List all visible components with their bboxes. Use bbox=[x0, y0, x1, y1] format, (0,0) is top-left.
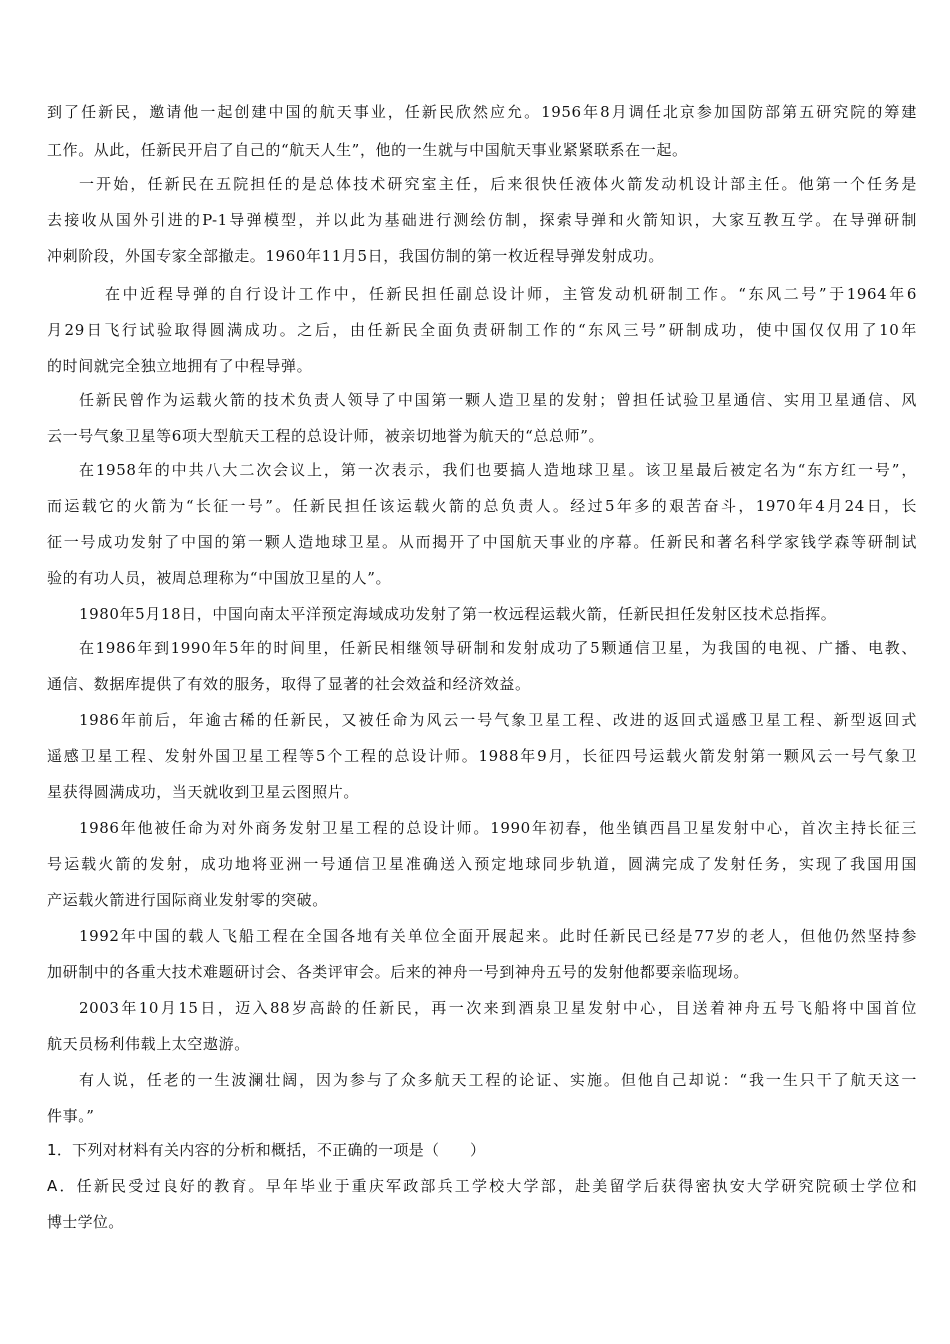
paragraph-line: 号运载火箭的发射，成功地将亚洲一号通信卫星准确送入预定地球同步轨道，圆满完成了发射任务，实现了我国用国 bbox=[47, 855, 917, 873]
paragraph-line: 而运载它的火箭为“长征一号”。任新民担任该运载火箭的总负责人。经过5年多的艰苦奋斗，1970年4月24日，长 bbox=[47, 497, 917, 515]
question-1-option-a-line-1: A．任新民受过良好的教育。早年毕业于重庆军政部兵工学校大学部，赴美留学后获得密执安大学研究院硕士学位和 bbox=[47, 1177, 917, 1195]
paragraph-line: 产运载火箭进行国际商业发射零的突破。 bbox=[47, 891, 328, 909]
question-1-stem: 1．下列对材料有关内容的分析和概括，不正确的一项是（ ） bbox=[47, 1141, 486, 1159]
paragraph-line: 去接收从国外引进的P-1导弹模型，并以此为基础进行测绘仿制，探索导弹和火箭知识，大家互教互学。在导弹研制 bbox=[47, 211, 917, 229]
paragraph-line: 验的有功人员，被周总理称为“中国放卫星的人”。 bbox=[47, 569, 392, 587]
paragraph-line: 1992年中国的载人飞船工程在全国各地有关单位全面开展起来。此时任新民已经是77岁的老人，但他仍然坚持参 bbox=[79, 927, 917, 945]
paragraph-line: 星获得圆满成功，当天就收到卫星云图照片。 bbox=[47, 783, 360, 801]
paragraph-line: 1986年他被任命为对外商务发射卫星工程的总设计师。1990年初春，他坐镇西昌卫星发射中心，首次主持长征三 bbox=[79, 819, 917, 837]
paragraph-line: 遥感卫星工程、发射外国卫星工程等5个工程的总设计师。1988年9月，长征四号运载火箭发射第一颗风云一号气象卫 bbox=[47, 747, 917, 765]
paragraph-line: 任新民曾作为运载火箭的技术负责人领导了中国第一颗人造卫星的发射；曾担任试验卫星通信、实用卫星通信、风 bbox=[79, 391, 917, 409]
paragraph-line: 工作。从此，任新民开启了自己的“航天人生”，他的一生就与中国航天事业紧紧联系在一起。 bbox=[47, 141, 688, 159]
paragraph-line: 航天员杨利伟载上太空遨游。 bbox=[47, 1035, 250, 1053]
paragraph-line: 月29日飞行试验取得圆满成功。之后，由任新民全面负责研制工作的“东风三号”研制成功，使中国仅仅用了10年 bbox=[47, 321, 917, 339]
paragraph-line: 征一号成功发射了中国的第一颗人造地球卫星。从而揭开了中国航天事业的序幕。任新民和著名科学家钱学森等研制试 bbox=[47, 533, 917, 551]
paragraph-line: 在1986年到1990年5年的时间里，任新民相继领导研制和发射成功了5颗通信卫星，为我国的电视、广播、电教、 bbox=[79, 639, 917, 657]
paragraph-line: 1980年5月18日，中国向南太平洋预定海域成功发射了第一枚远程运载火箭，任新民担任发射区技术总指挥。 bbox=[79, 605, 837, 623]
paragraph-line: 通信、数据库提供了有效的服务，取得了显著的社会效益和经济效益。 bbox=[47, 675, 531, 693]
paragraph-line: 2003年10月15日，迈入88岁高龄的任新民，再一次来到酒泉卫星发射中心，目送着神舟五号飞船将中国首位 bbox=[79, 999, 917, 1017]
paragraph-line: 云一号气象卫星等6项大型航天工程的总设计师，被亲切地誉为航天的“总总师”。 bbox=[47, 427, 605, 445]
question-1-option-a-line-2: 博士学位。 bbox=[47, 1213, 124, 1231]
paragraph-line: 一开始，任新民在五院担任的是总体技术研究室主任，后来很快任液体火箭发动机设计部主任。他第一个任务是 bbox=[79, 175, 917, 193]
paragraph-line: 1986年前后，年逾古稀的任新民，又被任命为风云一号气象卫星工程、改进的返回式遥感卫星工程、新型返回式 bbox=[79, 711, 917, 729]
paragraph-line: 的时间就完全独立地拥有了中程导弹。 bbox=[47, 357, 313, 375]
paragraph-line: 到了任新民，邀请他一起创建中国的航天事业，任新民欣然应允。1956年8月调任北京参加国防部第五研究院的筹建 bbox=[47, 103, 917, 121]
paragraph-line: 加研制中的各重大技术难题研讨会、各类评审会。后来的神舟一号到神舟五号的发射他都要亲临现场。 bbox=[47, 963, 750, 981]
paragraph-line: 冲刺阶段，外国专家全部撤走。1960年11月5日，我国仿制的第一枚近程导弹发射成功。 bbox=[47, 247, 665, 265]
paragraph-line: 在1958年的中共八大二次会议上，第一次表示，我们也要搞人造地球卫星。该卫星最后被定名为“东方红一号”， bbox=[79, 461, 917, 479]
paragraph-line: 有人说，任老的一生波澜壮阔，因为参与了众多航天工程的论证、实施。但他自己却说：“我一生只干了航天这一 bbox=[79, 1071, 917, 1089]
paragraph-line: 在中近程导弹的自行设计工作中，任新民担任副总设计师，主管发动机研制工作。“东风二号”于1964年6 bbox=[105, 285, 917, 303]
paragraph-line: 件事。” bbox=[47, 1107, 95, 1125]
